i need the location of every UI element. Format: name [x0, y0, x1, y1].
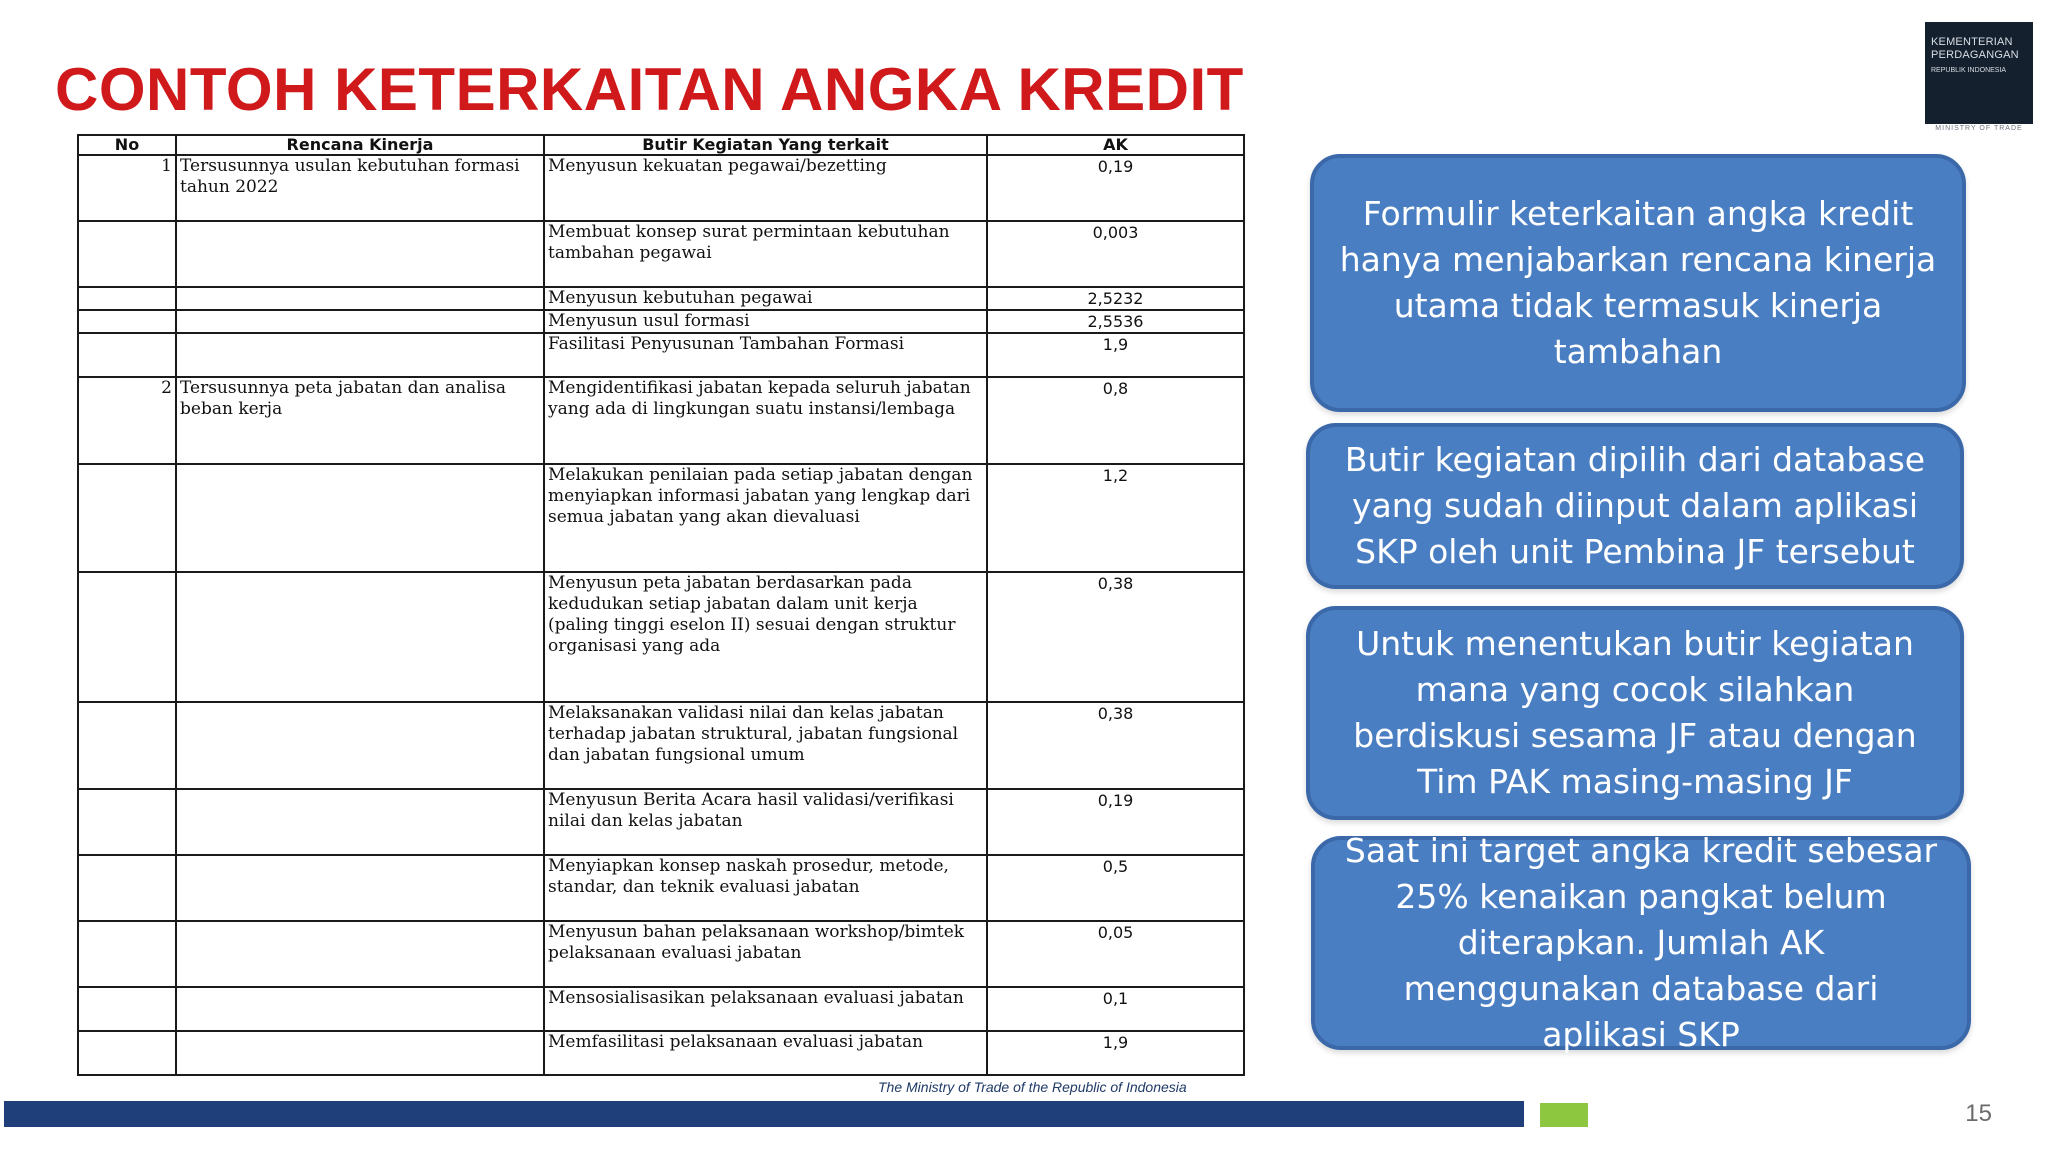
cell-butir: Melakukan penilaian pada setiap jabatan dengan menyiapkan informasi jabatan yang lengkap dari semua jabatan yang akan dievaluasi	[544, 464, 987, 572]
cell-ak: 2,5232	[987, 287, 1244, 310]
cell-butir: Menyusun bahan pelaksanaan workshop/bimtek pelaksanaan evaluasi jabatan	[544, 921, 987, 987]
cell-butir: Menyusun kekuatan pegawai/bezetting	[544, 155, 987, 221]
callout-box-4	[1311, 831, 1971, 1054]
header-ak: AK	[987, 135, 1244, 155]
callout-box-2	[1306, 423, 1964, 589]
table-row	[78, 789, 1244, 855]
cell-ak: 0,1	[987, 987, 1244, 1031]
cell-ak: 0,19	[987, 789, 1244, 855]
footer-ministry-text: The Ministry of Trade of the Republic of Indonesia	[878, 1079, 1187, 1095]
cell-rencana	[176, 333, 544, 377]
cell-butir: Mensosialisasikan pelaksanaan evaluasi jabatan	[544, 987, 987, 1031]
cell-ak: 1,2	[987, 464, 1244, 572]
cell-rencana	[176, 287, 544, 310]
table-row	[78, 855, 1244, 921]
table-row	[78, 221, 1244, 287]
header-butir-kegiatan: Butir Kegiatan Yang terkait	[544, 135, 987, 155]
cell-rencana	[176, 1031, 544, 1075]
cell-no	[78, 921, 176, 987]
logo-text-2: PERDAGANGAN	[1931, 49, 2019, 61]
cell-butir: Menyiapkan konsep naskah prosedur, metode, standar, dan teknik evaluasi jabatan	[544, 855, 987, 921]
logo-text-1: KEMENTERIAN	[1931, 36, 2013, 48]
table-row	[78, 921, 1244, 987]
cell-no: 2	[78, 377, 176, 464]
cell-no	[78, 464, 176, 572]
callout-text-3: Untuk menentukan butir kegiatan mana yang cocok silahkan berdiskusi sesama JF atau dengan Tim PAK masing-masing JF	[1353, 624, 1917, 801]
cell-ak: 0,5	[987, 855, 1244, 921]
header-no: No	[78, 135, 176, 155]
footer-bar	[4, 1101, 1524, 1127]
header-rencana-kinerja: Rencana Kinerja	[176, 135, 544, 155]
cell-rencana	[176, 702, 544, 789]
cell-butir: Memfasilitasi pelaksanaan evaluasi jabatan	[544, 1031, 987, 1075]
cell-rencana	[176, 310, 544, 333]
cell-rencana	[176, 464, 544, 572]
cell-butir: Menyusun kebutuhan pegawai	[544, 287, 987, 310]
cell-butir: Menyusun Berita Acara hasil validasi/verifikasi nilai dan kelas jabatan	[544, 789, 987, 855]
table-row	[78, 287, 1244, 310]
cell-butir: Mengidentifikasi jabatan kepada seluruh jabatan yang ada di lingkungan suatu instansi/lembaga	[544, 377, 987, 464]
cell-rencana: Tersusunnya peta jabatan dan analisa beban kerja	[176, 377, 544, 464]
cell-rencana	[176, 572, 544, 702]
cell-butir: Membuat konsep surat permintaan kebutuhan tambahan pegawai	[544, 221, 987, 287]
callout-box-1	[1310, 154, 1966, 412]
cell-butir: Menyusun usul formasi	[544, 310, 987, 333]
footer-accent	[1540, 1103, 1588, 1127]
table-row	[78, 333, 1244, 377]
cell-no: 1	[78, 155, 176, 221]
cell-ak: 0,05	[987, 921, 1244, 987]
cell-butir: Menyusun peta jabatan berdasarkan pada kedudukan setiap jabatan dalam unit kerja (paling tinggi eselon II) sesuai dengan struktur organisasi yang ada	[544, 572, 987, 702]
cell-ak: 1,9	[987, 1031, 1244, 1075]
cell-ak: 0,003	[987, 221, 1244, 287]
page-number: 15	[1965, 1100, 1992, 1127]
logo-text-3: REPUBLIK INDONESIA	[1931, 67, 2007, 74]
cell-no	[78, 1031, 176, 1075]
cell-no	[78, 221, 176, 287]
table-row	[78, 572, 1244, 702]
cell-no	[78, 987, 176, 1031]
callout-text-2: Butir kegiatan dipilih dari database yang sudah diinput dalam aplikasi SKP oleh unit Pembina JF tersebut	[1344, 440, 1926, 571]
cell-no	[78, 333, 176, 377]
table-row	[78, 310, 1244, 333]
table-row	[78, 464, 1244, 572]
table-row	[78, 155, 1244, 221]
cell-ak: 2,5536	[987, 310, 1244, 333]
callout-text-4: Saat ini target angka kredit sebesar 25% kenaikan pangkat belum diterapkan. Jumlah AK menggunakan database dari aplikasi SKP	[1344, 831, 1938, 1054]
table-row	[78, 377, 1244, 464]
cell-butir: Melaksanakan validasi nilai dan kelas jabatan terhadap jabatan struktural, jabatan fungsional dan jabatan fungsional umum	[544, 702, 987, 789]
cell-rencana	[176, 221, 544, 287]
table-row	[78, 1031, 1244, 1075]
cell-ak: 0,19	[987, 155, 1244, 221]
ministry-logo	[1925, 22, 2033, 134]
cell-ak: 1,9	[987, 333, 1244, 377]
cell-rencana	[176, 855, 544, 921]
cell-ak: 0,8	[987, 377, 1244, 464]
slide-title: CONTOH KETERKAITAN ANGKA KREDIT	[55, 56, 1244, 123]
cell-no	[78, 310, 176, 333]
cell-rencana	[176, 987, 544, 1031]
cell-rencana	[176, 921, 544, 987]
callout-box-3	[1306, 606, 1964, 820]
cell-ak: 0,38	[987, 702, 1244, 789]
cell-ak: 0,38	[987, 572, 1244, 702]
cell-rencana: Tersusunnya usulan kebutuhan formasi tahun 2022	[176, 155, 544, 221]
cell-butir: Fasilitasi Penyusunan Tambahan Formasi	[544, 333, 987, 377]
cell-no	[78, 855, 176, 921]
cell-rencana	[176, 789, 544, 855]
table-header-row	[78, 135, 1244, 155]
table-row	[78, 987, 1244, 1031]
credit-table	[77, 134, 1245, 1076]
table-row	[78, 702, 1244, 789]
cell-no	[78, 702, 176, 789]
callout-text-1: Formulir keterkaitan angka kredit hanya menjabarkan rencana kinerja utama tidak termasuk kinerja tambahan	[1339, 194, 1937, 371]
cell-no	[78, 287, 176, 310]
cell-no	[78, 572, 176, 702]
cell-no	[78, 789, 176, 855]
logo-text-4: MINISTRY OF TRADE	[1925, 124, 2033, 134]
